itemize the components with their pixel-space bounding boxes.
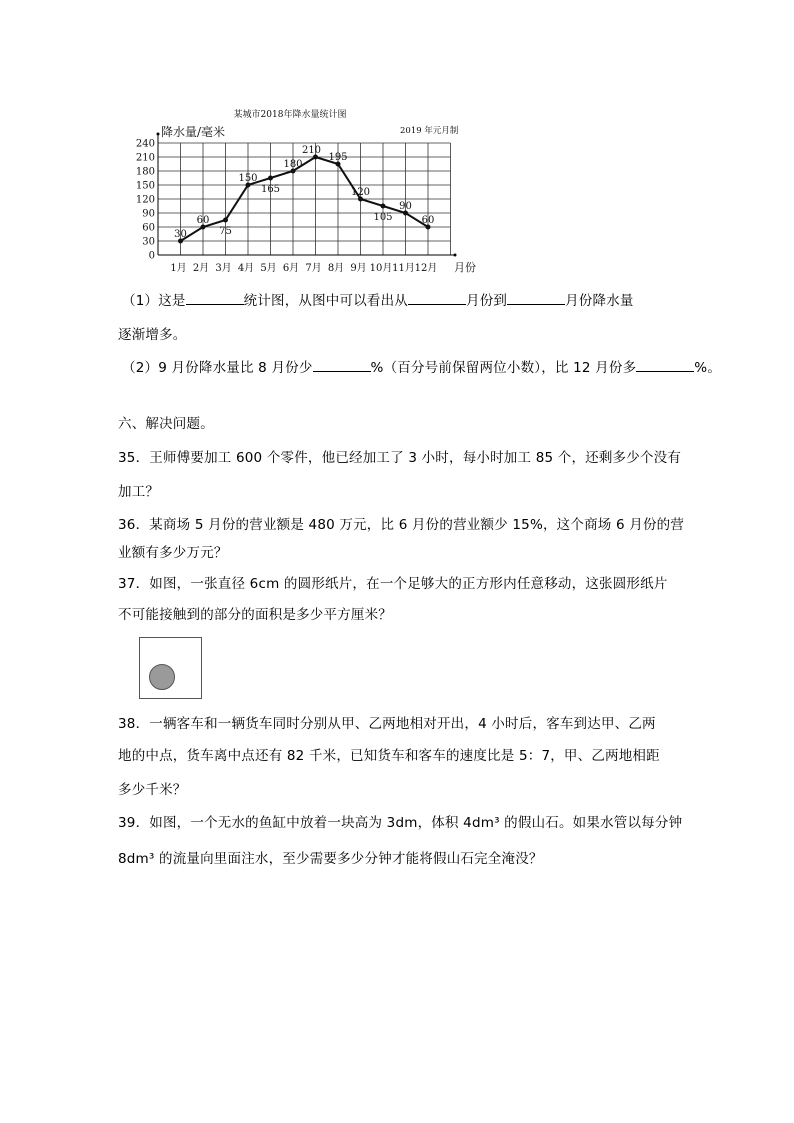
data-label: 195: [328, 152, 348, 163]
text: （1）这是: [122, 293, 186, 309]
chart-title: 某城市2018年降水量统计图: [233, 110, 347, 120]
question-35-line-2: 加工？: [118, 484, 160, 500]
answer-blank[interactable]: [408, 290, 466, 305]
answer-blank[interactable]: [636, 357, 694, 372]
x-axis-label: 月份: [454, 261, 476, 274]
text: %（百分号前保留两位小数），比 12 月份多: [370, 360, 637, 376]
question-37-line-1: 37．如图，一张直径 6cm 的圆形纸片，在一个足够大的正方形内任意移动，这张圆形纸片: [118, 576, 668, 592]
x-tick-label: 11月: [392, 263, 415, 274]
y-tick-label: 120: [135, 194, 155, 206]
data-label: 90: [399, 201, 412, 212]
text: 月份到: [466, 293, 508, 309]
x-tick-label: 1月: [170, 263, 187, 274]
data-label: 165: [260, 184, 281, 195]
x-tick-label: 10月: [369, 263, 393, 274]
data-label: 105: [373, 212, 393, 223]
x-tick-label: 4月: [237, 263, 255, 274]
y-axis-arrow: [157, 133, 160, 136]
circle-paper: [149, 664, 175, 690]
data-label: 150: [238, 173, 258, 184]
y-tick-label: 0: [148, 250, 155, 262]
text: （2）9 月份降水量比 8 月份少: [122, 360, 313, 376]
question-39-line-1: 39．如图，一个无水的鱼缸中放着一块高为 3dm，体积 4dm³ 的假山石。如果水管以每分钟: [118, 815, 683, 831]
data-point: [223, 218, 228, 223]
text: %。: [694, 360, 722, 376]
question-35-line-1: 35．王师傅要加工 600 个零件，他已经加工了 3 小时，每小时加工 85 个，还剩多少个没有: [118, 450, 682, 466]
question-part-1: [122, 289, 634, 309]
rainfall-line-chart: [0, 0, 794, 290]
x-tick-label: 8月: [327, 263, 345, 274]
y-tick-label: 90: [142, 208, 155, 220]
answer-blank[interactable]: [313, 357, 371, 372]
data-point: [268, 176, 273, 181]
answer-blank[interactable]: [186, 290, 244, 305]
question-part-1-cont: 逐渐增多。: [118, 327, 187, 343]
answer-blank[interactable]: [507, 290, 565, 305]
x-tick-label: 3月: [215, 263, 232, 274]
question-38-line-1: 38．一辆客车和一辆货车同时分别从甲、乙两地相对开出，4 小时后，客车到达甲、乙两: [118, 716, 656, 732]
question-part-2: [122, 356, 721, 376]
y-tick-label: 180: [135, 166, 155, 178]
text: 统计图，从图中可以看出从: [243, 293, 408, 309]
square-with-circle-figure: [139, 637, 202, 699]
data-label: 75: [219, 226, 232, 237]
y-tick-label: 210: [135, 152, 155, 164]
x-tick-label: 2月: [192, 263, 210, 274]
x-tick-label: 9月: [350, 263, 367, 274]
y-tick-label: 150: [135, 180, 155, 192]
data-label: 60: [196, 215, 210, 226]
x-tick-label: 7月: [305, 263, 322, 274]
data-label: 210: [301, 145, 322, 156]
chart-subtitle: 2019 年元月制: [400, 126, 459, 136]
question-36-line-1: 36．某商场 5 月份的营业额是 480 万元，比 6 月份的营业额少 15%，这个商场 6 月份的营: [118, 517, 685, 533]
data-label: 30: [174, 229, 187, 240]
x-tick-label: 12月: [414, 263, 438, 274]
question-36-line-2: 业额有多少万元？: [118, 545, 228, 561]
question-38-line-2: 地的中点，货车离中点还有 82 千米，已知货车和客车的速度比是 5：7，甲、乙两地相距: [118, 748, 660, 764]
text: 月份降水量: [565, 293, 634, 309]
question-38-line-3: 多少千米？: [118, 782, 187, 798]
section-heading: 六、解决问题。: [118, 416, 214, 432]
question-37-line-2: 不可能接触到的部分的面积是多少平方厘米？: [118, 607, 392, 623]
y-tick-label: 240: [135, 138, 155, 150]
data-point: [381, 204, 386, 209]
data-label: 180: [283, 159, 303, 170]
x-tick-label: 6月: [282, 263, 300, 274]
data-label: 120: [350, 187, 371, 198]
y-tick-label: 30: [142, 236, 155, 248]
question-39-line-2: 8dm³ 的流量向里面注水，至少需要多少分钟才能将假山石完全淹没？: [118, 851, 543, 867]
data-label: 60: [421, 215, 435, 226]
y-axis-label: 降水量/毫米: [161, 125, 226, 139]
y-tick-label: 60: [142, 222, 155, 234]
x-tick-label: 5月: [260, 263, 277, 274]
x-axis-arrow: [454, 254, 457, 257]
